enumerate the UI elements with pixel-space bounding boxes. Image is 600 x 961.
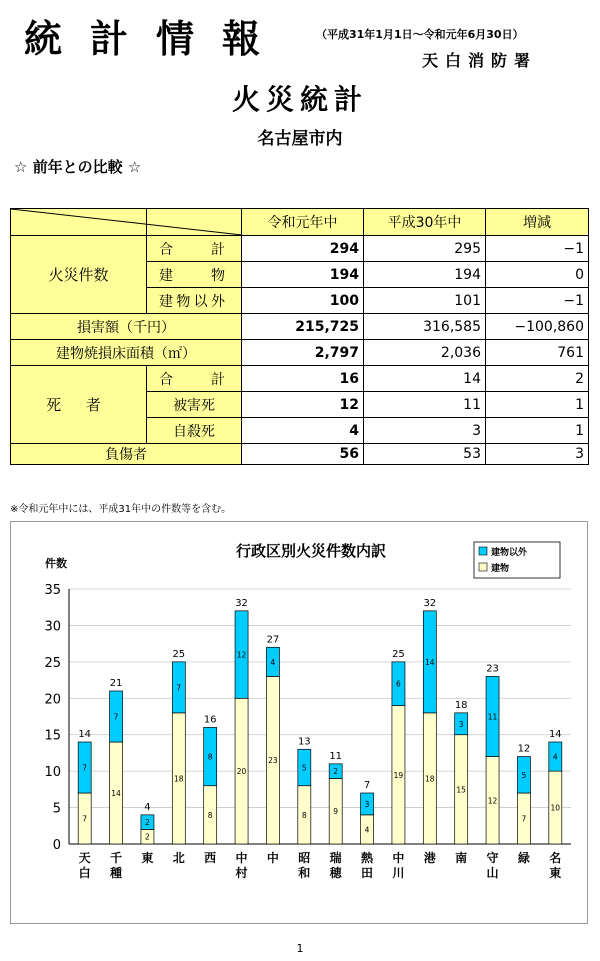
y-tick-label: 10 (44, 765, 61, 781)
bar-value-label-building: 14 (111, 789, 121, 798)
table-row (11, 340, 589, 366)
value-cell: 316,585 (364, 314, 486, 340)
bar-total-label: 13 (297, 736, 311, 748)
value-cell: 11 (364, 392, 486, 418)
row-label: 合 計 (147, 366, 242, 392)
bar-value-label-building: 10 (550, 803, 561, 813)
row-label: 合 計 (147, 236, 242, 262)
legend-swatch-building (479, 563, 487, 571)
bar-value-label-non-building: 11 (487, 712, 498, 722)
x-tick-label: 東 (549, 866, 562, 880)
table-row (11, 236, 589, 262)
table-row (11, 314, 589, 340)
x-tick-label: 種 (110, 866, 123, 880)
bar-total-label: 7 (363, 780, 371, 791)
legend-label-building: 建物 (491, 564, 510, 574)
bar-value-label-building: 9 (333, 807, 339, 817)
value-cell: 194 (364, 262, 486, 288)
bar-total-label: 25 (392, 648, 405, 660)
row-label: 負傷者 (11, 444, 242, 465)
bar-value-label-building: 12 (487, 796, 498, 806)
bar-total-label: 14 (548, 729, 562, 740)
value-cell: 2 (486, 366, 589, 392)
chart-container (10, 521, 588, 924)
bar-value-label-non-building: 4 (552, 752, 558, 762)
value-cell: 4 (242, 418, 364, 444)
value-cell: −100,860 (486, 314, 589, 340)
value-cell: 2,036 (364, 340, 486, 366)
bar-value-label-building: 4 (364, 825, 370, 835)
x-tick-label: 熱 (361, 851, 374, 865)
bar-total-label: 32 (235, 597, 248, 609)
table-corner-cell (11, 209, 147, 236)
y-tick-label: 25 (44, 655, 61, 671)
value-cell: 194 (242, 262, 364, 288)
x-tick-label: 中 (235, 851, 248, 865)
x-tick-label: 川 (392, 866, 405, 880)
bar-total-label: 16 (203, 714, 217, 726)
bar-value-label-non-building: 2 (145, 818, 150, 828)
x-tick-label: 白 (78, 866, 91, 880)
chart-legend (474, 542, 560, 578)
stacked-bar-chart (11, 522, 587, 923)
page-title: 統計情報 (24, 17, 289, 61)
group-label-deaths: 死 者 (11, 366, 147, 444)
table-row (11, 444, 589, 465)
bar-value-label-building: 7 (82, 814, 88, 824)
value-cell: 2,797 (242, 340, 364, 366)
x-tick-label: 天 (78, 851, 91, 865)
bar-total-label: 4 (144, 801, 151, 813)
x-tick-label: 緑 (517, 851, 530, 865)
y-tick-label: 5 (52, 801, 61, 817)
bar-value-label-non-building: 3 (364, 799, 370, 809)
bar-value-label-non-building: 5 (521, 770, 527, 780)
bar-value-label-building: 18 (174, 774, 184, 784)
bar-value-label-non-building: 2 (333, 767, 339, 777)
x-tick-label: 山 (486, 866, 499, 880)
value-cell: 56 (242, 444, 364, 465)
x-tick-label: 中 (266, 851, 279, 865)
legend-label-non-building: 建物以外 (491, 548, 528, 558)
bar-total-label: 27 (266, 634, 280, 646)
y-tick-label: 30 (44, 619, 61, 635)
x-tick-label: 北 (172, 851, 185, 865)
column-header: 平成30年中 (364, 209, 486, 236)
x-tick-label: 和 (298, 866, 311, 880)
value-cell: 0 (486, 262, 589, 288)
group-label-fires: 火災件数 (11, 236, 147, 314)
value-cell: 100 (242, 288, 364, 314)
table-corner-cell-2 (147, 209, 242, 236)
column-header: 令和元年中 (242, 209, 364, 236)
value-cell: 53 (364, 444, 486, 465)
x-tick-label: 南 (455, 851, 468, 865)
bar-value-label-non-building: 4 (270, 657, 276, 667)
bar-total-label: 25 (172, 648, 186, 660)
area-label: 名古屋市内 (257, 129, 343, 149)
column-header: 増減 (486, 209, 589, 236)
value-cell: 215,725 (242, 314, 364, 340)
value-cell: 761 (486, 340, 589, 366)
section-heading: ☆ 前年との比較 ☆ (14, 158, 142, 176)
page-number: 1 (296, 942, 304, 955)
x-tick-label: 村 (235, 866, 248, 880)
y-tick-label: 0 (52, 838, 61, 853)
y-axis-label: 件数 (45, 557, 67, 570)
bar-value-label-building: 19 (393, 770, 404, 780)
bar-total-label: 21 (109, 678, 123, 689)
bar-value-label-building: 15 (456, 785, 466, 795)
value-cell: 294 (242, 236, 364, 262)
x-tick-label: 東 (141, 851, 154, 865)
value-cell: −1 (486, 236, 589, 262)
row-label: 建物焼損床面積（㎡） (11, 340, 242, 366)
plot-area (44, 583, 571, 880)
y-tick-label: 35 (44, 583, 61, 598)
period-label: （平成31年1月1日～令和元年6月30日） (316, 28, 524, 41)
row-label: 損害額（千円） (11, 314, 242, 340)
bar-total-label: 11 (329, 750, 343, 762)
table-row (11, 366, 589, 392)
organization-name: 天白消防署 (422, 51, 538, 70)
bar-value-label-non-building: 5 (301, 763, 307, 773)
row-label: 被害死 (147, 392, 242, 418)
value-cell: 12 (242, 392, 364, 418)
bar-value-label-non-building: 12 (236, 650, 247, 660)
legend-swatch-non-building (479, 547, 487, 555)
bar-value-label-building: 23 (268, 756, 278, 766)
value-cell: 1 (486, 418, 589, 444)
x-tick-label: 千 (110, 851, 123, 865)
report-subtitle: 火災統計 (231, 83, 368, 116)
value-cell: 3 (486, 444, 589, 465)
bar-value-label-non-building: 3 (458, 719, 464, 729)
bar-value-label-building: 8 (207, 810, 213, 820)
value-cell: 14 (364, 366, 486, 392)
row-label: 自殺死 (147, 418, 242, 444)
value-cell: −1 (486, 288, 589, 314)
x-tick-label: 守 (486, 851, 499, 865)
bar-value-label-building: 8 (301, 810, 307, 820)
value-cell: 101 (364, 288, 486, 314)
y-tick-label: 20 (44, 692, 61, 708)
x-tick-label: 穂 (329, 866, 342, 880)
bar-value-label-non-building: 7 (176, 683, 182, 693)
value-cell: 3 (364, 418, 486, 444)
x-tick-label: 中 (392, 851, 405, 865)
bar-value-label-non-building: 8 (207, 752, 213, 762)
x-tick-label: 昭 (298, 851, 311, 865)
x-tick-label: 名 (549, 851, 562, 865)
table-header-row (11, 209, 589, 236)
value-cell: 16 (242, 366, 364, 392)
y-tick-label: 15 (44, 728, 61, 744)
row-label: 建物以外 (147, 288, 242, 314)
footnote: ※令和元年中には、平成31年中の件数等を含む。 (10, 504, 232, 515)
value-cell: 1 (486, 392, 589, 418)
bar-value-label-non-building: 7 (113, 712, 119, 722)
bar-value-label-building: 2 (145, 832, 150, 842)
bar-total-label: 12 (517, 743, 531, 755)
bar-total-label: 14 (78, 729, 92, 740)
row-label: 建 物 (147, 262, 242, 288)
chart-title: 行政区別火災件数内訳 (235, 542, 387, 560)
bar-value-label-building: 7 (521, 814, 527, 824)
bar-value-label-non-building: 7 (82, 763, 88, 773)
x-tick-label: 港 (423, 851, 436, 865)
bar-total-label: 32 (423, 597, 437, 609)
bar-value-label-building: 18 (425, 774, 435, 784)
value-cell: 295 (364, 236, 486, 262)
x-tick-label: 西 (204, 851, 217, 865)
x-tick-label: 瑞 (329, 851, 342, 865)
x-tick-label: 田 (361, 866, 374, 880)
bar-value-label-non-building: 6 (396, 679, 401, 689)
comparison-table (10, 208, 589, 465)
bar-total-label: 18 (454, 699, 468, 711)
bar-total-label: 23 (486, 663, 499, 675)
bar-value-label-non-building: 14 (425, 657, 435, 667)
bar-value-label-building: 20 (236, 767, 247, 777)
